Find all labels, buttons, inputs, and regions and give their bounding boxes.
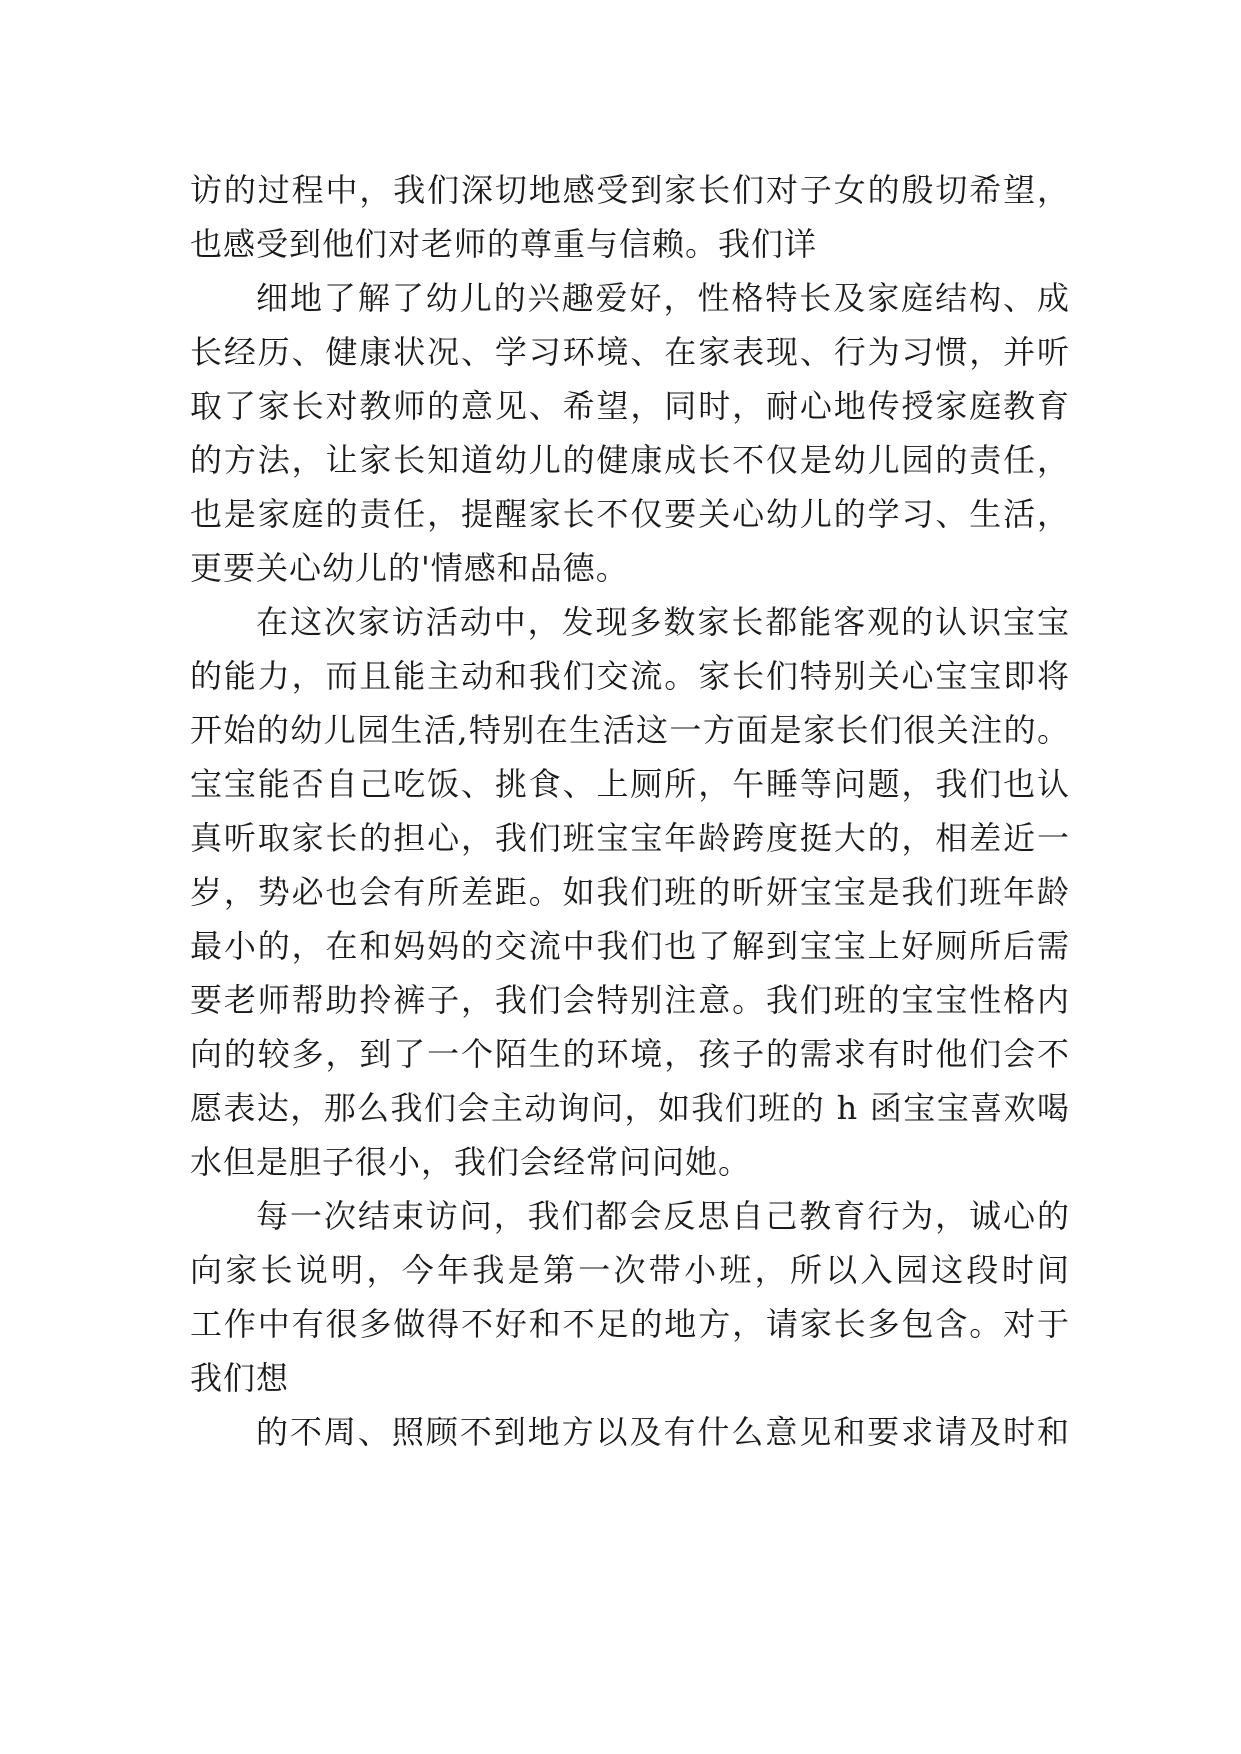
paragraph-first-line: 在这次家访活动中，发现多数家长都能客观的认识宝宝	[256, 603, 1070, 641]
body-text	[190, 163, 1070, 1459]
text-line: 宝宝能否自己吃饭、挑食、上厕所，午睡等问题，我们也认	[190, 765, 1070, 803]
text-line: 向的较多，到了一个陌生的环境，孩子的需求有时他们会不	[190, 1035, 1070, 1073]
text-line: 愿表达，那么我们会主动询问，如我们班的 h 函宝宝喜欢喝	[190, 1089, 1070, 1127]
paragraph-first-line: 每一次结束访问，我们都会反思自己教育行为，诚心的	[256, 1197, 1070, 1235]
text-line: 工作中有很多做得不好和不足的地方，请家长多包含。对于	[190, 1305, 1070, 1343]
text-line: 要老师帮助拎裤子，我们会特别注意。我们班的宝宝性格内	[190, 981, 1070, 1019]
text-line: 最小的，在和妈妈的交流中我们也了解到宝宝上好厕所后需	[190, 927, 1070, 965]
text-line: 向家长说明，今年我是第一次带小班，所以入园这段时间	[190, 1251, 1070, 1289]
text-line: 开始的幼儿园生活,特别在生活这一方面是家长们很关注的。	[190, 711, 1070, 749]
paragraph-first-line: 的不周、照顾不到地方以及有什么意见和要求请及时和	[256, 1413, 1070, 1451]
paragraph-first-line: 细地了解了幼儿的兴趣爱好，性格特长及家庭结构、成	[256, 279, 1070, 317]
text-line: 取了家长对教师的意见、希望，同时，耐心地传授家庭教育	[190, 387, 1070, 425]
text-line: 的能力，而且能主动和我们交流。家长们特别关心宝宝即将	[190, 657, 1070, 695]
text-line: 长经历、健康状况、学习环境、在家表现、行为习惯，并听	[190, 333, 1070, 371]
text-line: 真听取家长的担心，我们班宝宝年龄跨度挺大的，相差近一	[190, 819, 1070, 857]
text-line: 也感受到他们对老师的尊重与信赖。我们详	[190, 225, 818, 263]
text-line: 也是家庭的责任，提醒家长不仅要关心幼儿的学习、生活，	[190, 495, 1070, 533]
text-line: 访的过程中，我们深切地感受到家长们对子女的殷切希望，	[190, 171, 1070, 209]
text-line: 岁，势必也会有所差距。如我们班的昕妍宝宝是我们班年龄	[190, 873, 1070, 911]
text-line: 更要关心幼儿的'情感和品德。	[190, 549, 629, 587]
text-line: 的方法，让家长知道幼儿的健康成长不仅是幼儿园的责任，	[190, 441, 1070, 479]
text-line: 我们想	[190, 1359, 290, 1397]
text-line: 水但是胆子很小，我们会经常问问她。	[190, 1143, 752, 1181]
